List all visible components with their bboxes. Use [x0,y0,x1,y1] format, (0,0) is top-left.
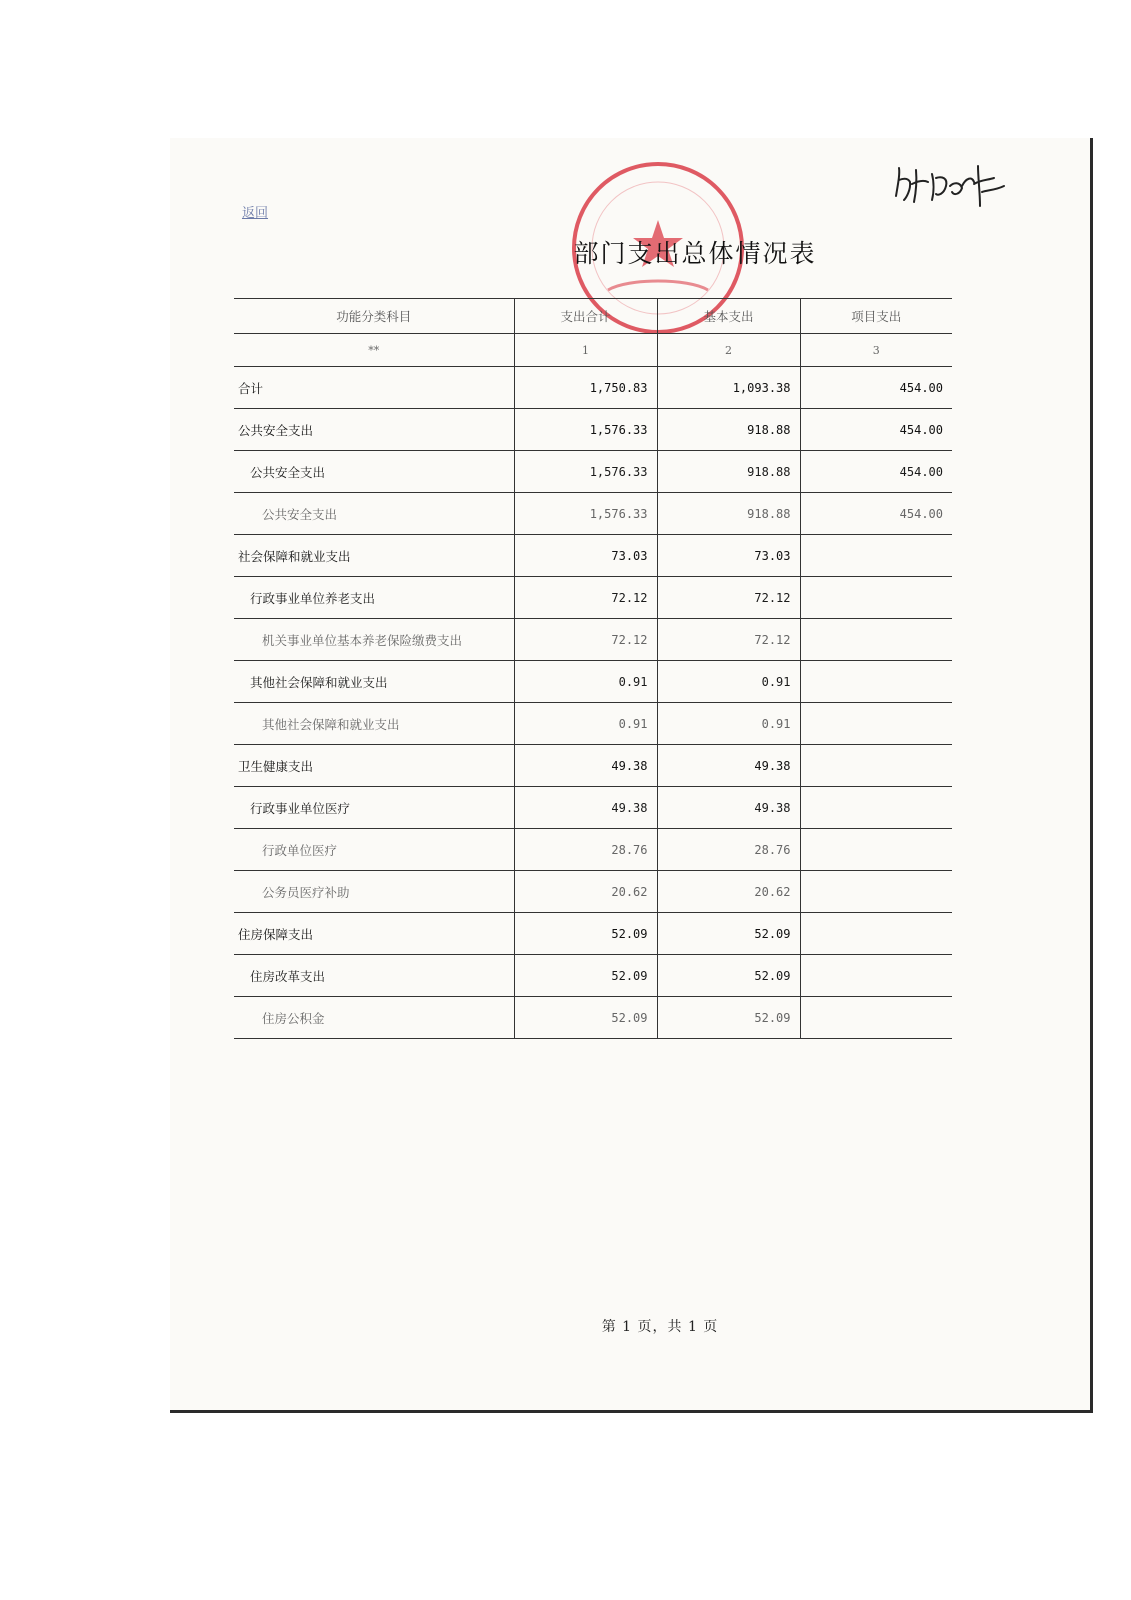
row-category: 行政事业单位医疗 [234,787,514,829]
table-row [234,535,952,577]
document-title: 部门支出总体情况表 [573,239,817,268]
row-category: 公共安全支出 [234,451,514,493]
row-project [800,661,952,703]
table-body [234,367,952,1039]
row-basic: 52.09 [657,997,800,1039]
row-category: 卫生健康支出 [234,745,514,787]
index-total: 1 [514,334,657,367]
row-basic: 918.88 [657,409,800,451]
table-index-row [234,334,952,367]
table-row [234,367,952,409]
row-basic: 52.09 [657,955,800,997]
row-category: 其他社会保障和就业支出 [234,661,514,703]
row-total: 0.91 [514,703,657,745]
row-total: 52.09 [514,997,657,1039]
row-total: 20.62 [514,871,657,913]
table-row [234,997,952,1039]
row-project [800,535,952,577]
table-row [234,955,952,997]
row-total: 1,750.83 [514,367,657,409]
row-category: 住房改革支出 [234,955,514,997]
row-project [800,787,952,829]
row-project [800,913,952,955]
row-project [800,997,952,1039]
table-row [234,913,952,955]
back-link[interactable]: 返回 [242,206,269,221]
table-row [234,787,952,829]
row-basic: 20.62 [657,871,800,913]
row-total: 52.09 [514,955,657,997]
row-project [800,829,952,871]
row-project: 454.00 [800,451,952,493]
row-total: 0.91 [514,661,657,703]
row-basic: 0.91 [657,661,800,703]
row-category: 公务员医疗补助 [234,871,514,913]
row-project [800,619,952,661]
table-header-row [234,299,952,334]
row-basic: 0.91 [657,703,800,745]
row-total: 1,576.33 [514,493,657,535]
table-row [234,409,952,451]
row-project [800,703,952,745]
row-category: 机关事业单位基本养老保险缴费支出 [234,619,514,661]
header-project: 项目支出 [800,299,952,334]
row-basic: 918.88 [657,451,800,493]
index-category: ** [234,334,514,367]
row-project [800,745,952,787]
row-project: 454.00 [800,367,952,409]
row-basic: 52.09 [657,913,800,955]
table-row [234,661,952,703]
row-basic: 73.03 [657,535,800,577]
row-project: 454.00 [800,493,952,535]
row-basic: 72.12 [657,577,800,619]
table-row [234,451,952,493]
row-total: 52.09 [514,913,657,955]
table-row [234,493,952,535]
index-basic: 2 [657,334,800,367]
table-row [234,745,952,787]
index-project: 3 [800,334,952,367]
table-row [234,703,952,745]
row-category: 公共安全支出 [234,493,514,535]
row-basic: 28.76 [657,829,800,871]
row-category: 合计 [234,367,514,409]
row-total: 1,576.33 [514,409,657,451]
row-category: 行政单位医疗 [234,829,514,871]
row-total: 49.38 [514,787,657,829]
row-category: 其他社会保障和就业支出 [234,703,514,745]
row-category: 住房保障支出 [234,913,514,955]
row-total: 49.38 [514,745,657,787]
row-total: 1,576.33 [514,451,657,493]
row-basic: 49.38 [657,745,800,787]
table-row [234,619,952,661]
row-total: 72.12 [514,619,657,661]
table-row [234,829,952,871]
row-category: 公共安全支出 [234,409,514,451]
row-basic: 1,093.38 [657,367,800,409]
row-project [800,871,952,913]
row-category: 行政事业单位养老支出 [234,577,514,619]
header-basic: 基本支出 [657,299,800,334]
document-page [170,138,1093,1413]
row-basic: 49.38 [657,787,800,829]
header-category: 功能分类科目 [234,299,514,334]
row-category: 住房公积金 [234,997,514,1039]
table-row [234,577,952,619]
header-total: 支出合计 [514,299,657,334]
table-row [234,871,952,913]
row-total: 72.12 [514,577,657,619]
row-basic: 918.88 [657,493,800,535]
row-total: 73.03 [514,535,657,577]
row-basic: 72.12 [657,619,800,661]
row-project [800,955,952,997]
row-total: 28.76 [514,829,657,871]
row-category: 社会保障和就业支出 [234,535,514,577]
row-project: 454.00 [800,409,952,451]
handwritten-signature-icon [890,156,1010,212]
row-project [800,577,952,619]
expenditure-table [234,298,952,1039]
page-footer: 第 1 页，共 1 页 [601,1319,719,1335]
